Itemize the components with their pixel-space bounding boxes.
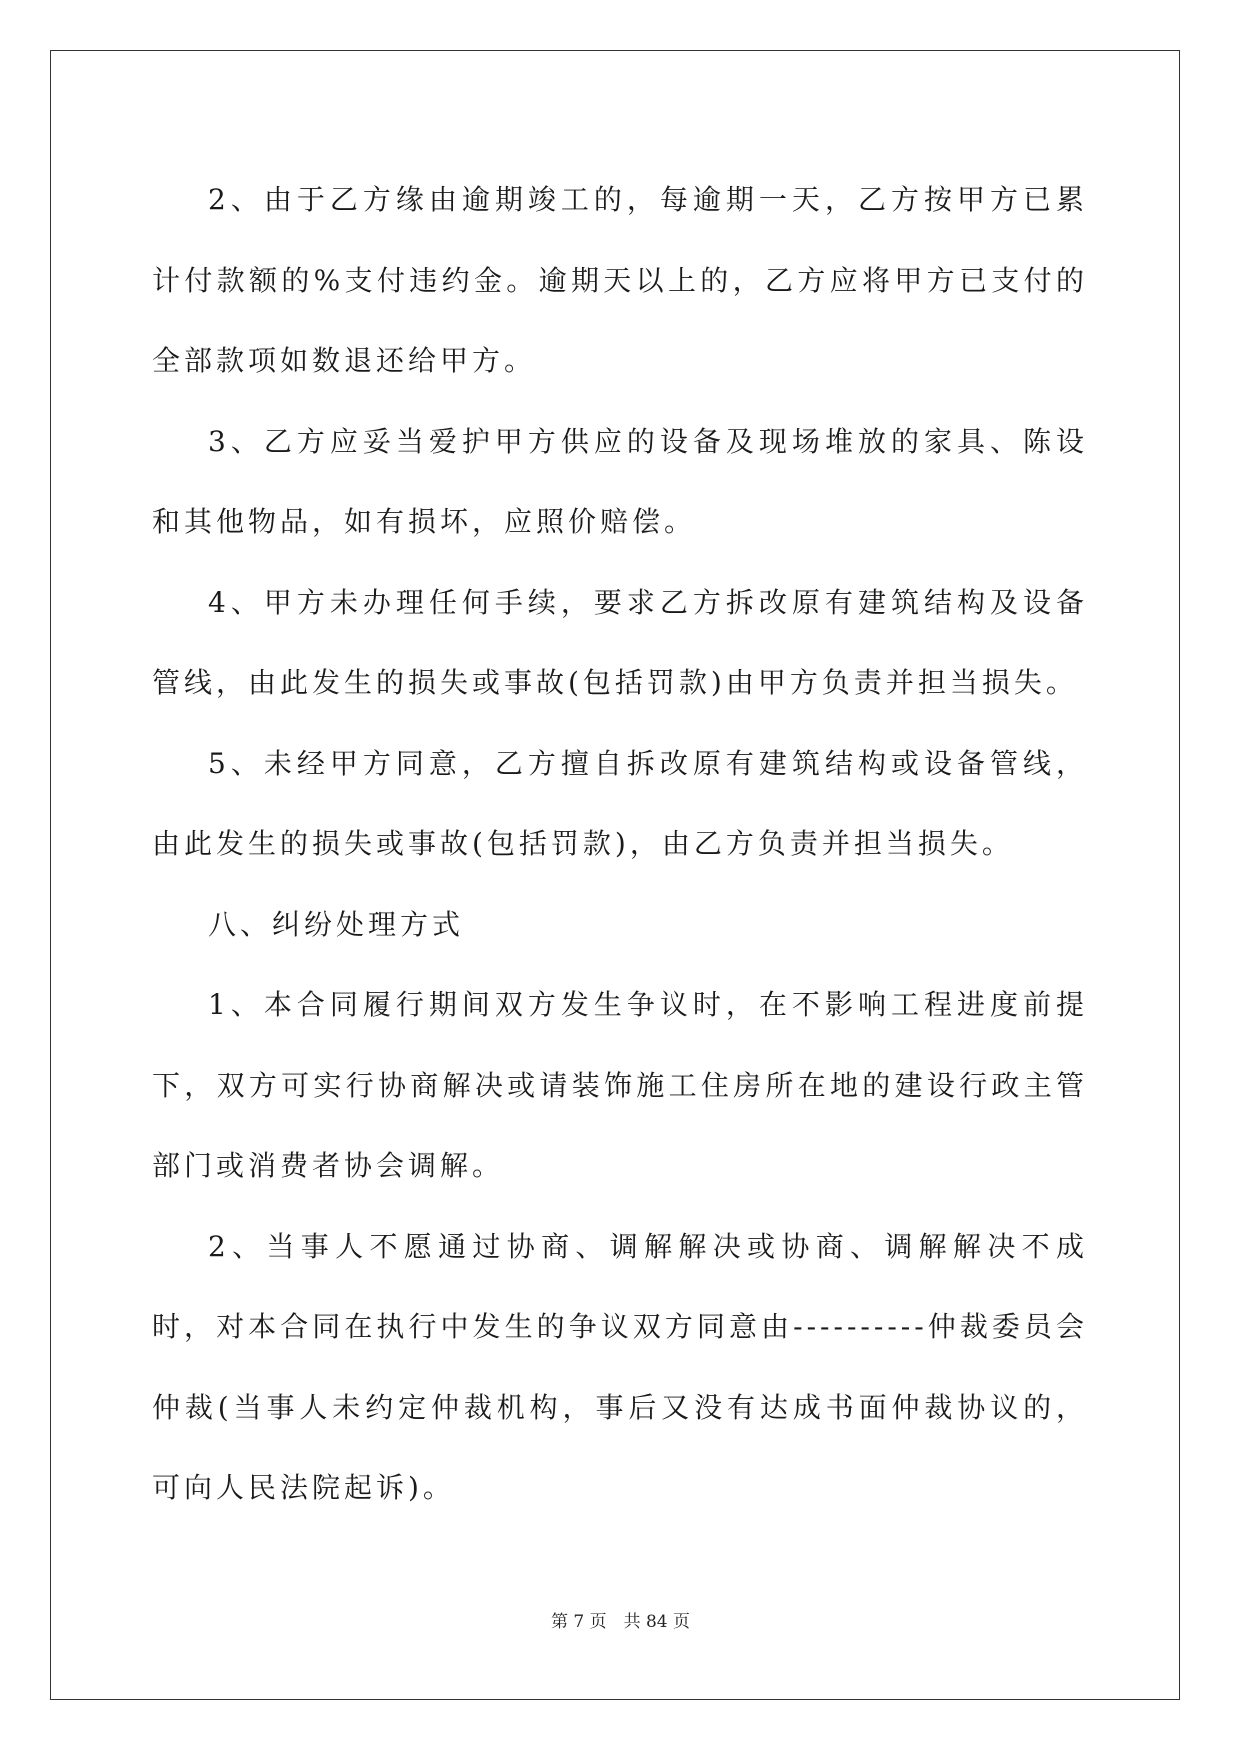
page-number: 第 7 页 共 84 页 <box>550 1612 691 1632</box>
paragraph-clause-3-protection: 3、乙方应妥当爱护甲方供应的设备及现场堆放的家具、陈设和其他物品，如有损坏，应照价赔偿。 <box>152 424 1088 538</box>
paragraph-clause-4-party-a: 4、甲方未办理任何手续，要求乙方拆改原有建筑结构及设备管线，由此发生的损失或事故(包括罚款)由甲方负责并担当损失。 <box>152 585 1088 699</box>
document-body <box>152 160 1088 1529</box>
section-heading-dispute: 八、纠纷处理方式 <box>208 907 465 941</box>
paragraph-dispute-2: 2、当事人不愿通过协商、调解解决或协商、调解解决不成时，对本合同在执行中发生的争议双方同意由----------仲裁委员会仲裁(当事人未约定仲裁机构，事后又没有达成书面仲裁协议的，可向人民法院起诉)。 <box>152 1229 1088 1504</box>
paragraph-dispute-1: 1、本合同履行期间双方发生争议时，在不影响工程进度前提下，双方可实行协商解决或请装饰施工住房所在地的建设行政主管部门或消费者协会调解。 <box>152 988 1088 1182</box>
paragraph-clause-5-party-b: 5、未经甲方同意，乙方擅自拆改原有建筑结构或设备管线，由此发生的损失或事故(包括罚款)，由乙方负责并担当损失。 <box>152 746 1088 860</box>
paragraph-clause-2-delay: 2、由于乙方缘由逾期竣工的，每逾期一天，乙方按甲方已累计付款额的%支付违约金。逾期天以上的，乙方应将甲方已支付的全部款项如数退还给甲方。 <box>152 183 1088 377</box>
